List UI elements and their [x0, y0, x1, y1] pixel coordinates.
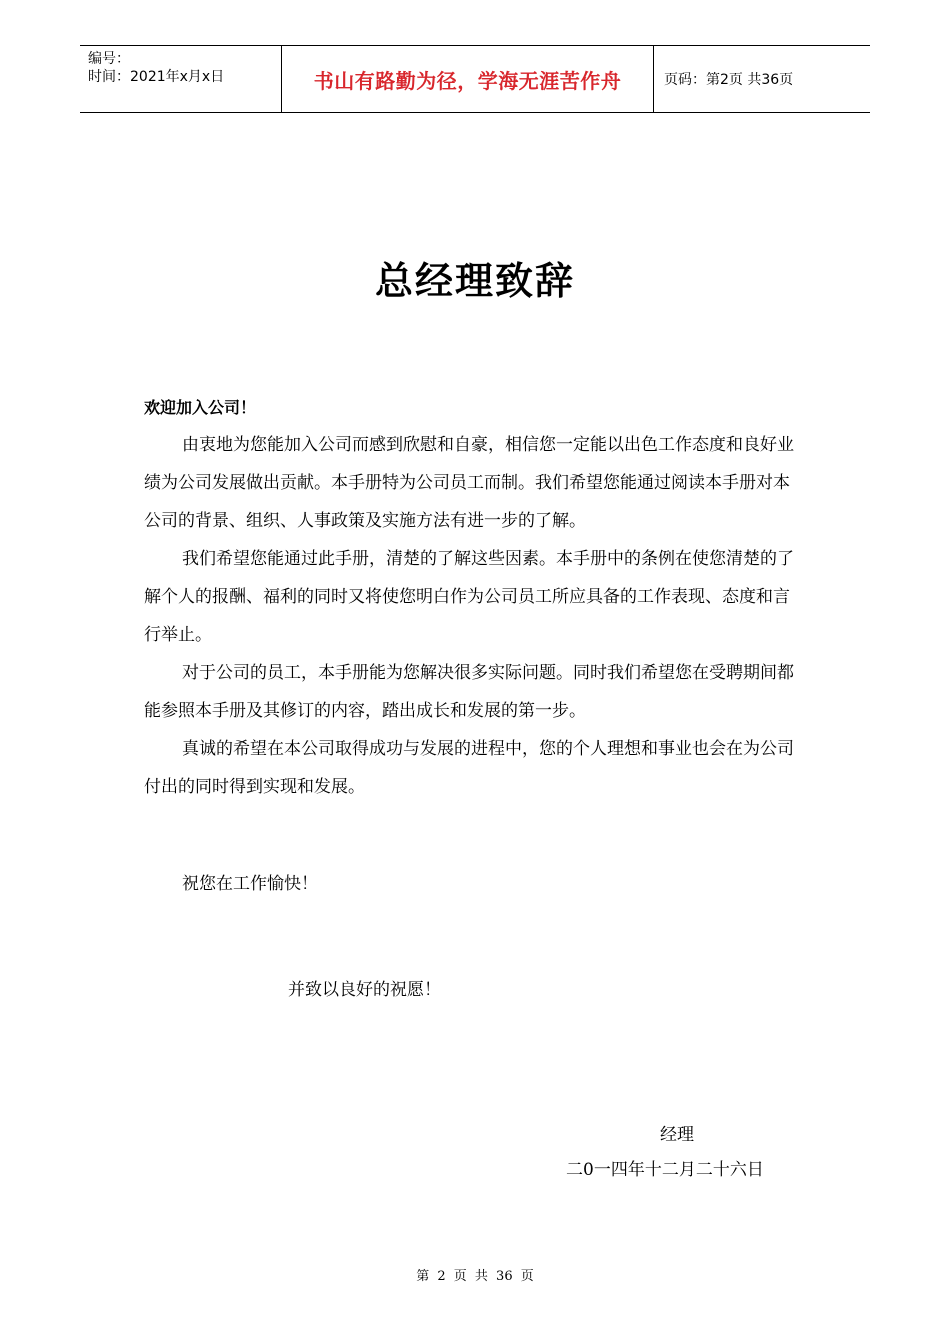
header-page-info: 页码：第2页 共36页: [664, 72, 794, 88]
letter-date: 二0一四年十二月二十六日: [566, 1160, 764, 1180]
signer: 经理: [660, 1125, 694, 1145]
header-page-cell: [654, 46, 870, 112]
letter-body: [144, 426, 804, 806]
page-footer: 第 2 页 共 36 页: [416, 1269, 534, 1284]
closing-regards: 并致以良好的祝愿！: [288, 980, 441, 1000]
header-motto: 书山有路勤为径，学海无涯苦作舟: [313, 68, 622, 93]
header-motto-cell: [282, 46, 654, 112]
document-title: 总经理致辞: [374, 259, 575, 303]
header-meta-cell: [80, 46, 282, 112]
closing-wish: 祝您在工作愉快！: [182, 874, 318, 894]
paragraph: 真诚的希望在本公司取得成功与发展的进程中，您的个人理想和事业也会在为公司付出的同时得到实现和发展。: [144, 739, 794, 797]
paragraph: 由衷地为您能加入公司而感到欣慰和自豪，相信您一定能以出色工作态度和良好业绩为公司发展做出贡献。本手册特为公司员工而制。我们希望您能通过阅读本手册对本公司的背景、组织、人事政策及实施方法有进一步的了解。: [144, 435, 794, 531]
serial-number-label: 编号：: [88, 51, 130, 67]
paragraph: 对于公司的员工，本手册能为您解决很多实际问题。同时我们希望您在受聘期间都能参照本手册及其修订的内容，踏出成长和发展的第一步。: [144, 663, 794, 721]
paragraph: 我们希望您能通过此手册，清楚的了解这些因素。本手册中的条例在使您清楚的了解个人的报酬、福利的同时又将使您明白作为公司员工所应具备的工作表现、态度和言行举止。: [144, 549, 794, 645]
page-header: [80, 45, 870, 113]
time-line: 时间：2021年x月x日: [88, 69, 225, 85]
greeting: 欢迎加入公司！: [144, 398, 257, 417]
